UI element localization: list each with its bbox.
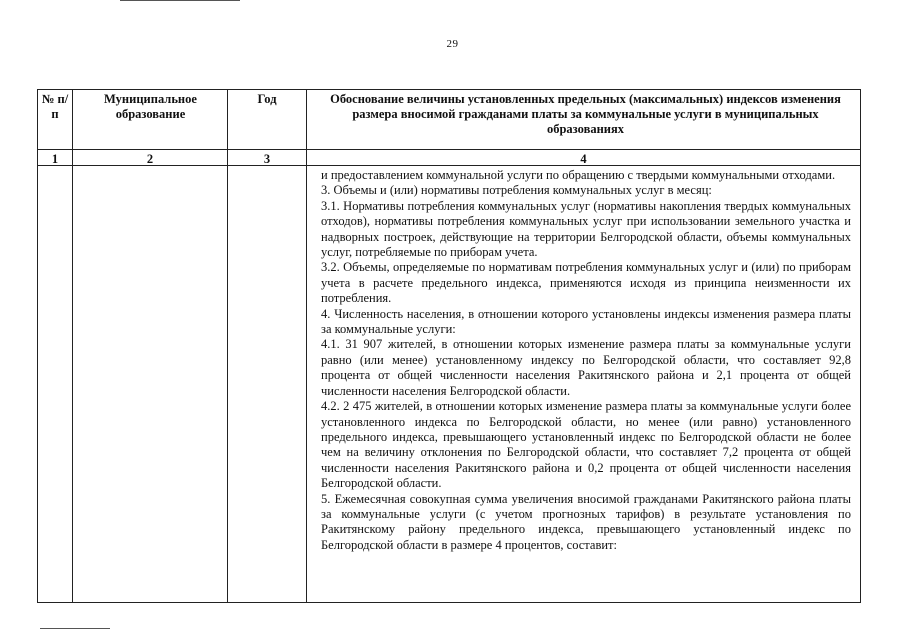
column-divider (306, 90, 307, 602)
scan-artifact-bottom-left (40, 628, 110, 629)
header-row-divider (38, 149, 860, 150)
paragraph: 3. Объемы и (или) нормативы потребления коммунальных услуг в месяц: (321, 183, 712, 198)
scan-artifact-top (120, 0, 240, 1)
paragraph: 3.1. Нормативы потребления коммунальных услуг (нормативы накопления твердых коммунальных отходов), нормативы потребления коммунальных услуг при использовании земельного участка и надворных построек, действующие на территории Белгородской области, объемы коммунальных услуг, потребляемые по приборам учета. (321, 198, 851, 260)
paragraph: 4.1. 31 907 жителей, в отношении которых изменение размера платы за коммунальные услуги равно (или менее) установленному индексу по Белгородской области, что составляет 92,8 процента от общей численности населения Ракитянского района и 2,1 процента от общей численности населения Белгородской области. (321, 337, 851, 398)
header-row-number: № п/п (41, 92, 69, 121)
paragraph: 4. Численность населения, в отношении которого установлены индексы изменения размера платы за коммунальные услуги: (321, 306, 851, 337)
column-number: 2 (146, 152, 154, 166)
justification-table (37, 89, 861, 603)
header-year: Год (257, 92, 277, 106)
page-number: 29 (446, 38, 459, 50)
column-number: 4 (580, 152, 587, 166)
justification-text (321, 168, 851, 553)
column-number: 1 (51, 152, 59, 166)
column-divider (227, 90, 228, 602)
paragraph: 5. Ежемесячная совокупная сумма увеличения вносимой гражданами Ракитянского района платы за коммунальные услуги (с учетом прогнозных тарифов) в результате установления по Ракитянскому району предельного индекса, превышающего установленный индекс по Белгородской области в размере 4 процентов, составит: (321, 491, 851, 552)
paragraph: и предоставлением коммунальной услуги по обращению с твердыми коммунальными отходами. (321, 168, 836, 182)
header-justification: Обоснование величины установленных предельных (максимальных) индексов изменения размера вносимой гражданами платы за коммунальные услуги в муниципальных образованиях (330, 92, 841, 136)
header-municipality: Муниципальное образование (104, 92, 197, 121)
paragraph: 3.2. Объемы, определяемые по нормативам потребления коммунальных услуг и (или) по приборам учета в расчете предельного индекса, применяются исходя из принципа неизменности их потребления. (321, 260, 851, 306)
column-number: 3 (263, 152, 271, 166)
paragraph: 4.2. 2 475 жителей, в отношении которых изменение размера платы за коммунальные услуги более установленного индекса по Белгородской области, но менее (или равно) установленного предельного индекса, превышающего установленный индекс по Белгородской области не более чем на величину отклонения по Белгородской области, что составляет 7,2 процента от общей численности населения Ракитянского района и 0,2 процента от общей численности населения Белгородской области. (321, 399, 851, 491)
column-divider (72, 90, 73, 602)
